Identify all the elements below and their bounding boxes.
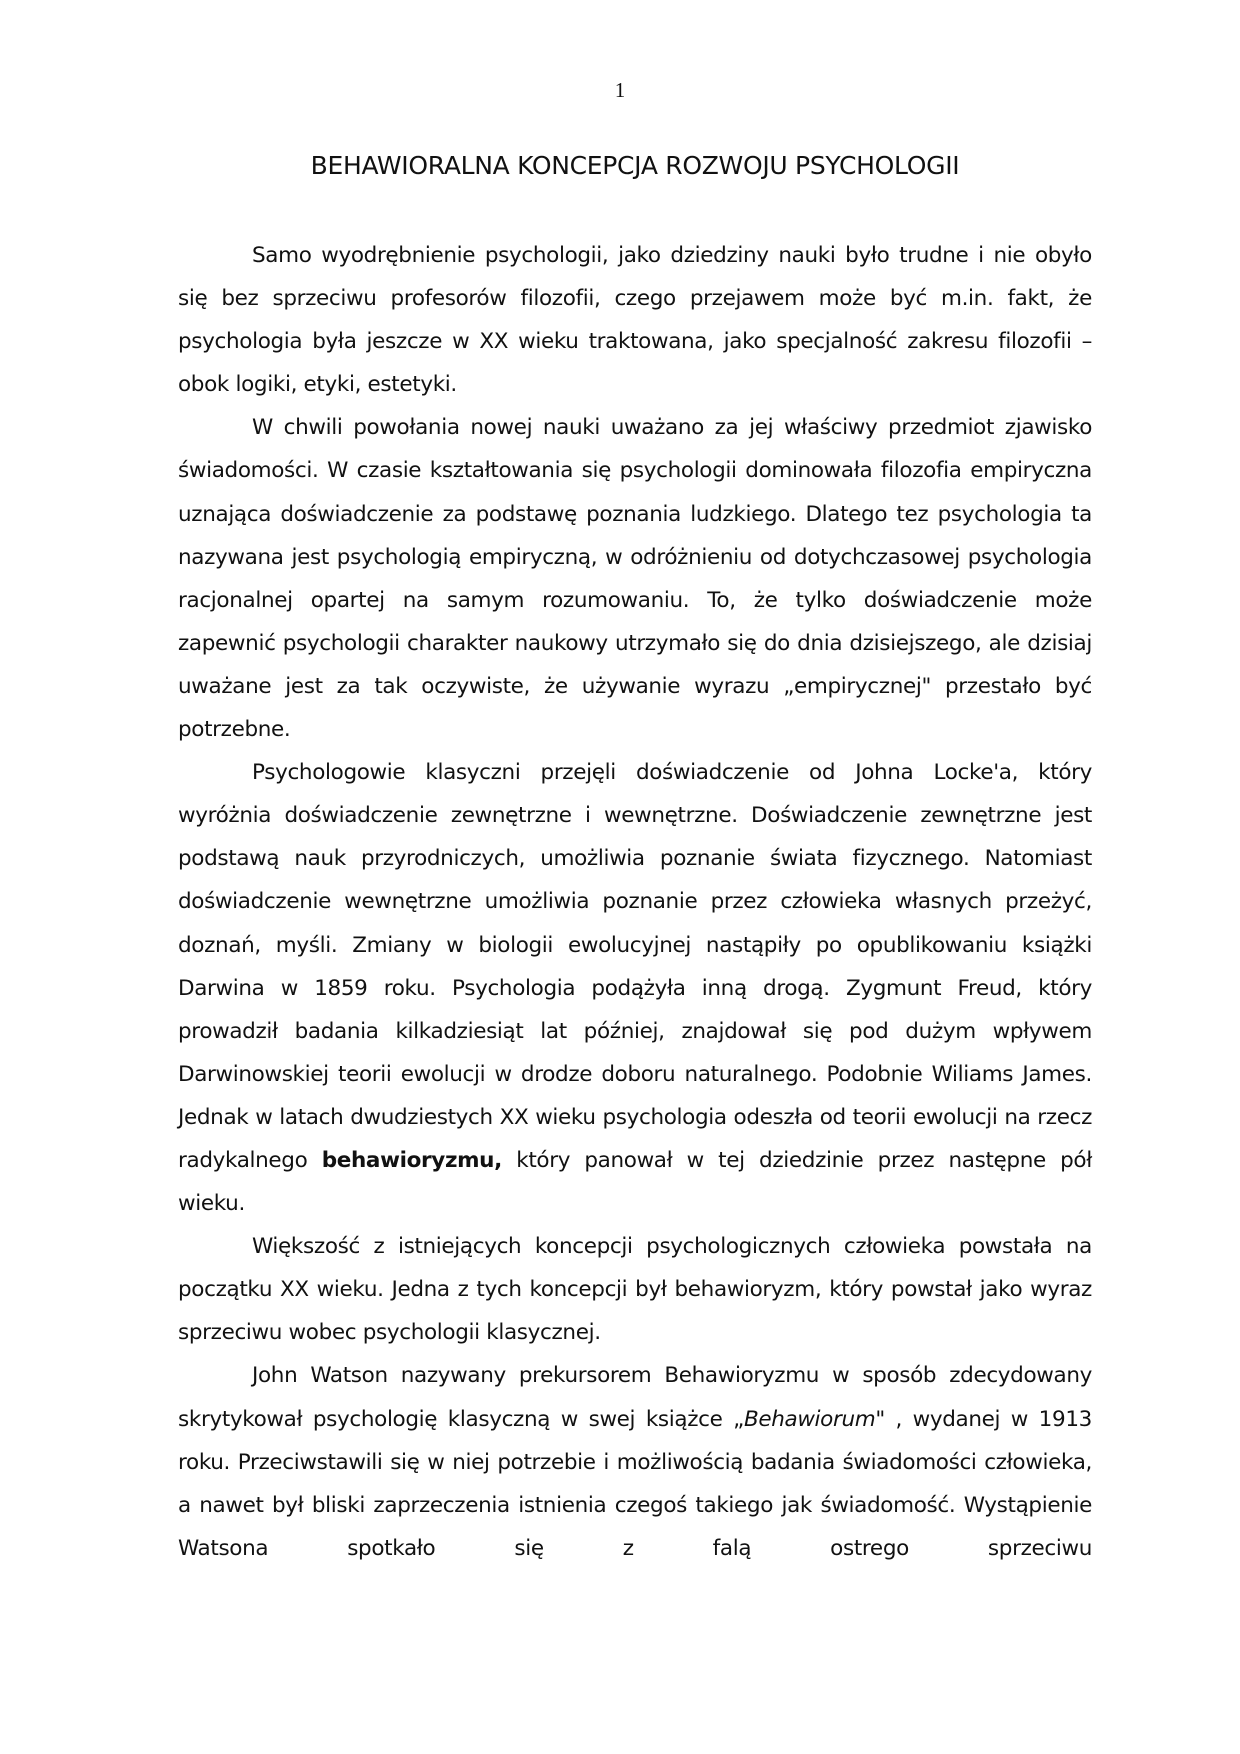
- paragraph-2: W chwili powołania nowej nauki uważano za jej właściwy przedmiot zjawisko świadomości. W czasie kształtowania się psychologii dominowała filozofia empiryczna uznająca doświadczenie za podstawę poznania ludzkiego. Dlatego tez psychologia ta nazywana jest psychologią empiryczną, w odróżnieniu od dotychczasowej psychologia racjonalnej opartej na samym rozumowaniu. To, że tylko doświadczenie może zapewnić psychologii charakter naukowy utrzymało się do dnia dzisiejszego, ale dzisiaj uważane jest za tak oczywiste, że używanie wyrazu „empirycznej" przestało być potrzebne.: [178, 415, 1092, 743]
- page-number: 1: [614, 78, 626, 102]
- paragraph-3-text-before: Psychologowie klasyczni przejęli doświadczenie od Johna Locke'a, który wyróżnia doświadczenie zewnętrzne i wewnętrzne. Doświadczenie zewnętrzne jest podstawą nauk przyrodniczych, umożliwia poznanie świata fizycznego. Natomiast doświadczenie wewnętrzne umożliwia poznanie przez człowieka własnych przeżyć, doznań, myśli. Zmiany w biologii ewolucyjnej nastąpiły po opublikowaniu książki Darwina w 1859 roku. Psychologia podążyła inną drogą. Zygmunt Freud, który prowadził badania kilkadziesiąt lat później, znajdował się pod dużym wpływem Darwinowskiej teorii ewolucji w drodze doboru naturalnego. Podobnie Wiliams James. Jednak w latach dwudziestych XX wieku psychologia odeszła od teorii ewolucji na rzecz radykalnego: [178, 760, 1092, 1173]
- bold-term-behaviorism: behawioryzmu,: [321, 1147, 502, 1173]
- paragraph-5: [178, 1354, 1092, 1569]
- document-title: BEHAWIORALNA KONCEPCJA ROZWOJU PSYCHOLOGII: [310, 151, 960, 180]
- paragraph-1: Samo wyodrębnienie psychologii, jako dziedziny nauki było trudne i nie obyło się bez sprzeciwu profesorów filozofii, czego przejawem może być m.in. fakt, że psychologia była jeszcze w XX wieku traktowana, jako specjalność zakresu filozofii – obok logiki, etyki, estetyki.: [178, 243, 1092, 398]
- paragraph-5-text-after: " , wydanej w 1913 roku. Przeciwstawili się w niej potrzebie i możliwością badania świadomości człowieka, a nawet był bliski zaprzeczenia istnienia czegoś takiego jak świadomość. Wystąpienie Watsona spotkało się z falą ostrego sprzeciwu: [178, 1406, 1092, 1561]
- paragraph-3: [178, 751, 1092, 1225]
- paragraph-5-text-before: John Watson nazywany prekursorem Behawioryzmu w sposób zdecydowany skrytykował psychologię klasyczną w swej książce „: [178, 1363, 1092, 1432]
- paragraph-4: Większość z istniejących koncepcji psychologicznych człowieka powstała na początku XX wieku. Jedna z tych koncepcji był behawioryzm, który powstał jako wyraz sprzeciwu wobec psychologii klasycznej.: [178, 1234, 1092, 1346]
- book-title-behawiorum: Behawiorum: [743, 1406, 876, 1432]
- paragraph-3-text-after: który panował w tej dziedzinie przez następne pół wieku.: [178, 1147, 1092, 1217]
- document-body: [178, 234, 1092, 1570]
